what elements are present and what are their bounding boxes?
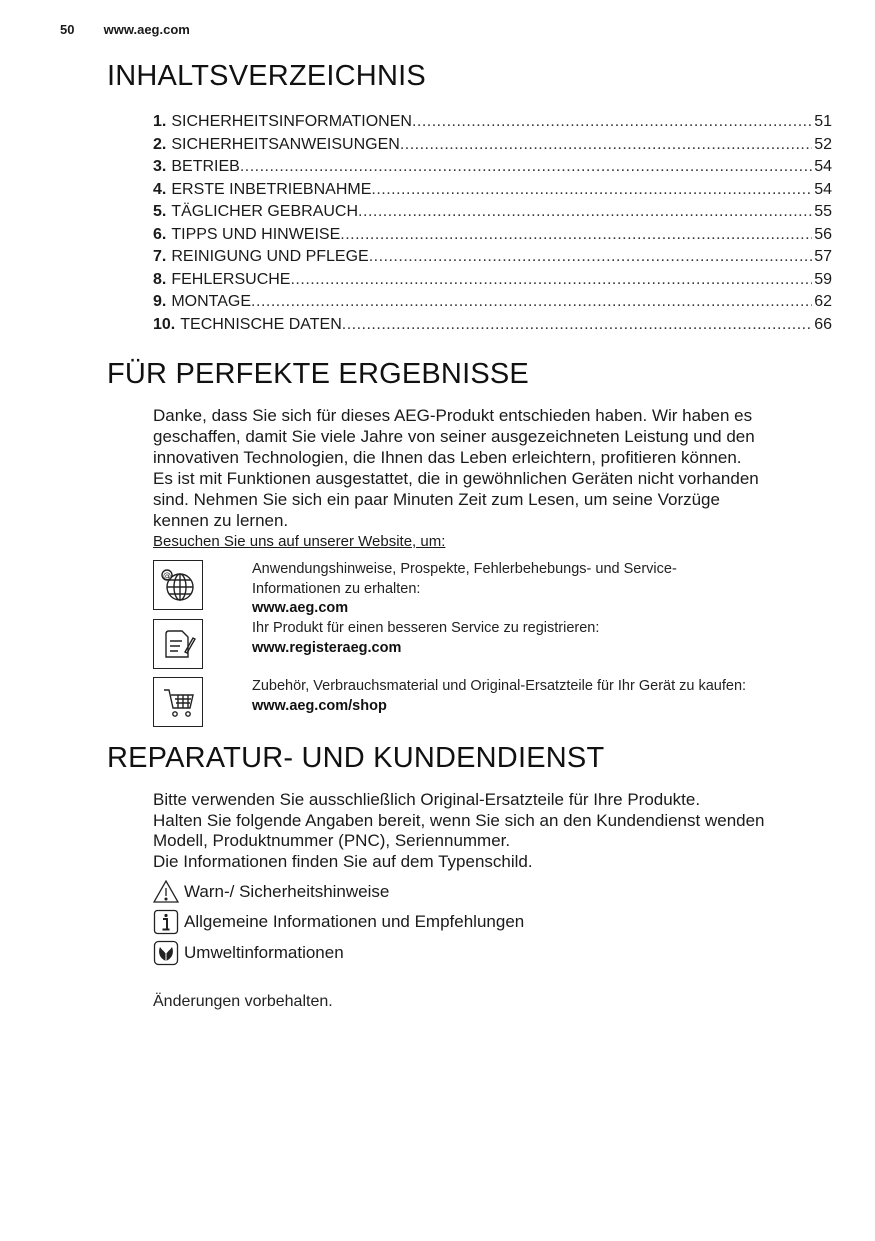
toc-dot-leader — [358, 201, 812, 224]
link-description-line: Ihr Produkt für einen besseren Service zu registrieren: — [252, 620, 600, 636]
toc-dot-leader — [369, 246, 813, 269]
toc-dot-leader — [290, 269, 812, 292]
toc-entry-page: 51 — [814, 113, 832, 130]
toc-entry-title: FEHLERSUCHE — [171, 270, 291, 288]
toc-dot-leader — [371, 179, 812, 202]
legend-label: Allgemeine Informationen und Empfehlungen — [184, 912, 525, 931]
toc-entry-title: REINIGUNG UND PFLEGE — [171, 248, 369, 265]
repair-line: Die Informationen finden Sie auf dem Typenschild. — [153, 851, 533, 871]
intro-line: innovativen Technologien, die Ihnen das Leben erleichtern, profitieren können. — [153, 448, 742, 467]
intro-paragraph — [153, 405, 843, 531]
toc-entry-number: 6. — [153, 225, 167, 243]
toc-dot-leader — [412, 111, 812, 134]
page-number: 50 — [60, 22, 75, 37]
link-text — [252, 677, 746, 716]
changes-reserved-note: Änderungen vorbehalten. — [153, 993, 333, 1010]
toc-entry-title: TÄGLICHER GEBRAUCH — [171, 203, 359, 220]
toc-entry-number: 8. — [153, 270, 167, 288]
page-header — [60, 22, 190, 37]
link-text — [252, 560, 677, 619]
toc-entry[interactable] — [153, 156, 832, 179]
repair-line: Bitte verwenden Sie ausschließlich Original-Ersatzteile für Ihre Produkte. — [153, 790, 701, 809]
toc-entry[interactable] — [153, 111, 832, 134]
shop-website-link[interactable]: www.aeg.com/shop — [252, 697, 387, 714]
cart-icon — [153, 677, 203, 727]
link-text — [252, 619, 599, 658]
toc-entry[interactable] — [153, 201, 832, 224]
table-of-contents — [153, 111, 832, 336]
toc-entry-page: 55 — [814, 203, 832, 220]
repair-service-heading: REPARATUR- UND KUNDENDIENST — [107, 742, 605, 774]
toc-entry-title: SICHERHEITSANWEISUNGEN — [171, 135, 400, 153]
toc-dot-leader — [251, 291, 812, 314]
toc-entry-page: 52 — [814, 135, 832, 153]
link-description-line: Zubehör, Verbrauchsmaterial und Original-Ersatzteile für Ihr Gerät zu kaufen: — [252, 678, 747, 694]
toc-entry-title: TIPPS UND HINWEISE — [171, 225, 341, 243]
aeg-website-link[interactable]: www.aeg.com — [252, 600, 349, 616]
toc-entry-title: ERSTE INBETRIEBNAHME — [171, 180, 372, 198]
intro-line: Danke, dass Sie sich für dieses AEG-Produkt entschieden haben. Wir haben es — [153, 406, 753, 425]
toc-entry-title: TECHNISCHE DATEN — [180, 315, 342, 333]
repair-line: Halten Sie folgende Angaben bereit, wenn Sie sich an den Kundendienst wenden — [153, 810, 765, 830]
toc-entry[interactable] — [153, 246, 832, 269]
toc-dot-leader — [400, 134, 812, 157]
legend-environment — [153, 940, 753, 966]
toc-entry-number: 5. — [153, 203, 167, 220]
toc-entry[interactable] — [153, 269, 832, 292]
legend-label: Umweltinformationen — [184, 943, 344, 962]
info-icon — [153, 909, 179, 935]
visit-website-label: Besuchen Sie uns auf unserer Website, um: — [153, 533, 446, 550]
toc-entry-page: 66 — [814, 315, 832, 333]
toc-entry-page: 57 — [814, 248, 832, 265]
toc-entry-title: SICHERHEITSINFORMATIONEN — [171, 113, 412, 130]
toc-entry-number: 1. — [153, 113, 167, 130]
toc-entry-page: 56 — [814, 225, 832, 243]
perfect-results-heading: FÜR PERFEKTE ERGEBNISSE — [107, 358, 529, 390]
toc-dot-leader — [342, 314, 812, 337]
toc-entry[interactable] — [153, 224, 832, 247]
toc-entry[interactable] — [153, 179, 832, 202]
intro-line: geschaffen, damit Sie viele Jahre von seiner ausgezeichneten Leistung und den — [153, 427, 755, 446]
toc-entry-number: 3. — [153, 158, 167, 175]
link-description-line: Anwendungshinweise, Prospekte, Fehlerbehebungs- und Service- — [252, 561, 677, 577]
toc-entry-page: 54 — [814, 158, 832, 175]
toc-entry-number: 4. — [153, 180, 167, 198]
environment-icon — [153, 940, 179, 966]
repair-line: Modell, Produktnummer (PNC), Seriennummer. — [153, 831, 511, 850]
legend-info — [153, 909, 753, 935]
toc-entry-number: 10. — [153, 315, 176, 333]
intro-line: Es ist mit Funktionen ausgestattet, die in gewöhnlichen Geräten nicht vorhanden — [153, 469, 759, 488]
toc-entry-page: 62 — [814, 293, 832, 310]
toc-dot-leader — [340, 224, 812, 247]
intro-line: kennen zu lernen. — [153, 511, 289, 530]
register-icon — [153, 619, 203, 669]
warning-icon — [153, 879, 179, 905]
legend-label: Warn-/ Sicherheitshinweise — [184, 882, 390, 901]
toc-entry-page: 59 — [814, 270, 832, 288]
toc-entry[interactable] — [153, 134, 832, 157]
toc-entry-number: 9. — [153, 293, 167, 310]
register-website-link[interactable]: www.registeraeg.com — [252, 639, 402, 656]
legend-warning — [153, 879, 753, 905]
toc-entry[interactable] — [153, 291, 832, 314]
toc-entry[interactable] — [153, 314, 832, 337]
intro-line: sind. Nehmen Sie sich ein paar Minuten Zeit zum Lesen, um seine Vorzüge — [153, 490, 720, 509]
toc-entry-page: 54 — [814, 180, 832, 198]
toc-entry-title: MONTAGE — [171, 293, 252, 310]
repair-paragraph — [153, 790, 843, 872]
toc-heading: INHALTSVERZEICHNIS — [107, 60, 426, 92]
toc-entry-number: 2. — [153, 135, 167, 153]
link-description-line: Informationen zu erhalten: — [252, 580, 421, 597]
globe-icon — [153, 560, 203, 610]
toc-entry-number: 7. — [153, 248, 167, 265]
header-website[interactable]: www.aeg.com — [103, 22, 190, 37]
toc-dot-leader — [240, 156, 812, 179]
toc-entry-title: BETRIEB — [171, 158, 240, 175]
svg-text:@: @ — [163, 571, 171, 580]
